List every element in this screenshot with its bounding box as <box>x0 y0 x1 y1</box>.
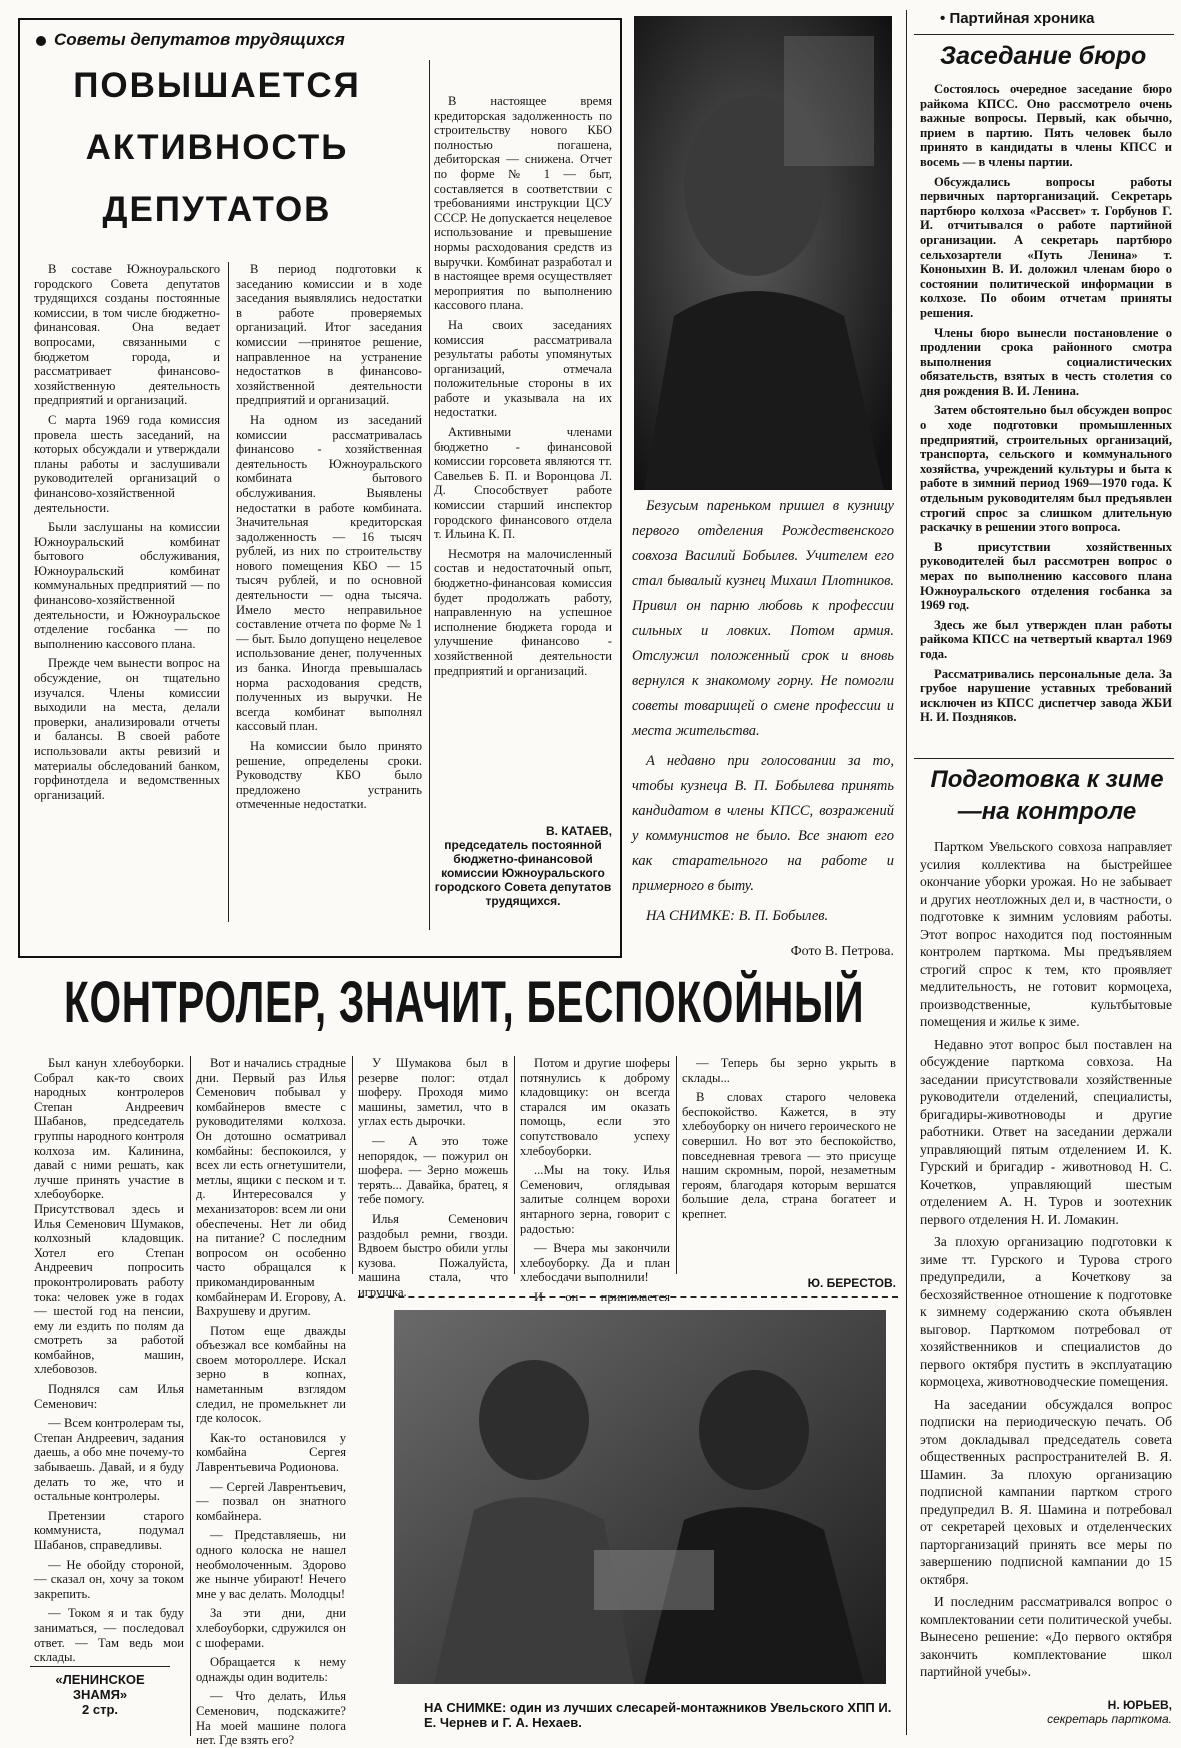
winter-signature: Н. ЮРЬЕВ, секретарь парткома. <box>1047 1698 1172 1726</box>
page-number: 2 стр. <box>82 1702 118 1717</box>
column-rule <box>429 60 430 930</box>
column-rule <box>352 1056 353 1274</box>
column-rule <box>906 10 907 1735</box>
controller-col-3: У Шумакова был в резерве полог: отдал шоферу. Проходя мимо машины, заметил, что в углах есть дырочки. — А это тоже непорядок, — пожурил он шофера. — Зерно можешь терять... Давайка, братец, я тебе помогу. Илья Семенович раздобыл ремни, гвозди. Вдвоем быстро обили углы кузова. Пожалуйста, машина стала, что игрушка. <box>358 1056 508 1299</box>
headline-line-3: ДЕПУТАТОВ <box>102 190 332 229</box>
portrait-caption: Безусым пареньком пришел в кузницу первого отделения Рождественского совхоза Василий Бобылев. Учителем его стал бывалый кузнец Михаил Плотников. Привил он парню любовь к профессии сильных и ловких. Потом армия. Отслужил положенный срок и вновь вернулся к знакомому горну. Не помогли советы товарищей о смене профессии и места жительства. А недавно при голосовании за то, чтобы кузнеца В. П. Бобылева принять кандидатом в члены КПСС, возражений у коммунистов не было. Все знают его как старательного на работе и примерного в быту. НА СНИМКЕ: В. П. Бобылев. <box>632 498 894 924</box>
controller-signature: Ю. БЕРЕСТОВ. <box>807 1276 896 1290</box>
paper-footer <box>30 1672 170 1717</box>
deputies-col-2: В период подготовки к заседанию комиссии и в ходе заседания выявлялись недостатки в работе проверяемых организаций. Итог заседания комиссии —принятое решение, направленное на устранение недостатков в финансово-хозяйственной деятельности предприятий и организаций. На одном из заседаний комиссии рассматривалась финансово - хозяйственная деятельность Южноуральского комбината бытового обслуживания. Выявлены недостатки в работе комбината. Значительная кредиторская задолженность — 16 тысяч рублей, из них по строительству нового помещения КБО — 15 тысяч рублей, и по основной деятельности — одна тысяча. Имело место неправильное составление отчета по форме № 1— быт. Было допущено нецелевое использование денег, полученных из банка. Иногда превышалась норма расходования средств, полученных из выручки. Не всегда комбинат выполнял кассовый план. На комиссии было принято решение, определены сроки. Руководству КБО было предложено устранить отмеченные недостатки. <box>236 262 422 812</box>
paper-name: «ЛЕНИНСКОЕ ЗНАМЯ» <box>55 1672 145 1702</box>
headline-line-2: АКТИВНОСТЬ <box>85 128 349 167</box>
portrait-photo <box>634 16 892 490</box>
column-rule <box>676 1056 677 1274</box>
column-rule <box>228 262 229 922</box>
rubric-party-chronicle: • Партийная хроника <box>940 10 1095 27</box>
deputies-signature: В. КАТАЕВ, председатель постоянной бюджетно-финансовой комиссии Южноуральского городского Совета депутатов трудящихся. <box>434 824 612 908</box>
bureau-headline: Заседание бюро <box>940 42 1147 70</box>
controller-col-4: Потом и другие шоферы потянулись к доброму кладовщику: он всегда старался им оказать помощь, если это сопутствовало успеху хлебоуборки. ...Мы на току. Илья Семенович, оглядывая залитые солнцем ворохи янтарного зерна, говорит с радостью: — Вчера мы закончили хлебоуборку. Да и план хлебосдачи выполнили! И он принимается <box>520 1056 670 1304</box>
deputies-col-3: В настоящее время кредиторская задолженность по строительству нового КБО полностью погашена, дебиторская — снижена. Отчет по форме № 1 — быт, составляется в соответствии с требованиями инструкции ЦСУ СССР. Не допускается нецелевое использование и превышение нормы расходования средств из выручки. Комбинат разработал и в настоящее время осуществляет мероприятия по выполнению кассового плана. На своих заседаниях комиссия рассматривала результаты работы упомянутых организаций, отмечала положительные стороны в их работе и указывала на их недостатки. Активными членами бюджетно - финансовой комиссии горсовета являются тт. Савельев Б. П. и Воронцова Л. Д. Способствует работе комиссии старший инспектор городского финансового отдела т. Ильина К. П. Несмотря на малочисленный состав и недостаточный опыт, бюджетно-финансовая комиссия будет продолжать работу, направленную на успешное исполнение бюджета города и улучшение финансово - хозяйственной деятельности предприятий и организаций. <box>434 94 612 678</box>
column-rule <box>514 1056 515 1274</box>
controller-headline: КОНТРОЛЕР, ЗНАЧИТ, БЕСПОКОЙНЫЙ <box>64 970 865 1035</box>
bullet-icon: • <box>940 10 946 27</box>
rule <box>914 758 1174 759</box>
bullet-icon <box>36 36 46 46</box>
rubric-councils: Советы депутатов трудящихся <box>36 30 345 50</box>
deputies-col-1: В составе Южноуральского городского Совета депутатов трудящихся созданы постоянные комиссии, в том числе бюджетно-финансовая. Она ведает вопросами, связанными с бюджетом города, и рассматривает финансово-хозяйственную деятельность предприятий и организаций. С марта 1969 года комиссия провела шесть заседаний, на которых обсуждали и утверждали планы работы и заслушивали руководителей организаций о финансово-хозяйственной деятельности. Были заслушаны на комиссии Южноуральский комбинат бытового обслуживания, Южноуральский комбинат коммунальных предприятий — по финансово-хозяйственной деятельности, и Южноуральское отделение госбанка — по выполнению кассового плана. Прежде чем вынести вопрос на обсуждение, он тщательно изучался. Члены комиссии выходили на места, делали проверки, анализировали отчеты и балансы. В своей работе использовали акты ревизий и материалы обследований банком, горфинотдела и ведомственных организаций. <box>34 262 220 802</box>
workers-photo <box>394 1310 886 1684</box>
bureau-text: Состоялось очередное заседание бюро райкома КПСС. Оно рассмотрело очень важные вопросы. Первый, как обычно, прием в партию. Пять человек было принято в кандидаты в члены КПСС и восемь — в члены партии. Обсуждались вопросы работы первичных парторганизаций. Секретарь партбюро колхоза «Рассвет» т. Горбунов Г. И. отчитывался о работе партийной организации. А секретарь партбюро сельхозартели «Путь Ленина» т. Кононыхин В. И. доложил членам бюро о состоянии политической информации в колхозе. По обоим отчетам приняты решения. Члены бюро вынесли постановление о продлении срока районного смотра выполнения социалистических обязательств, взятых в честь столетия со дня рождения В. И. Ленина. Затем обстоятельно был обсужден вопрос о ходе подготовки промышленных предприятий, строительных организаций, транспорта, сельского и коммунального хозяйства, учреждений культуры и быта к работе в зимний период 1969—1970 года. К отдельным руководителям был предъявлен строгий спрос за слишком длительную раскачку в решении этого вопроса. В присутствии хозяйственных руководителей был рассмотрен вопрос о мерах по выполнению кассового плана Южноуральского отделения госбанка за 1969 год. Здесь же был утвержден план работы райкома КПСС на четвертый квартал 1969 года. Рассматривались персональные дела. За грубое нарушение уставных требований исключен из КПСС диспетчер завода ЖБИ Н. И. Поздняков. <box>920 82 1172 725</box>
winter-headline: Подготовка к зиме —на контроле <box>930 766 1164 825</box>
rule <box>914 34 1174 35</box>
controller-col-1: Был канун хлебоуборки. Собрал как-то своих народных контролеров Степан Андреевич Шабанов, председатель группы народного контроля колхоза им. Калинина, давай с ними решать, как лучше принять участие в хлебоуборке. Присутствовал здесь и Илья Семенович Шумаков, колхозный кладовщик. Хотел его Степан Андреевич попросить проконтролировать работу тока: человек уже в годах — шестой год на пенсии, ему ли ездить по полям да смотреть за работой комбайнов, машин, хлебовозов. Поднялся сам Илья Семенович: — Всем контролерам ты, Степан Андреевич, задания даешь, а обо мне почему-то забываешь. Давай, и я буду делать то же, что и остальные контролеры. Претензии старого коммуниста, подумал Шабанов, справедливы. — Не обойду стороной, — сказал он, хочу за током закрепить. — Током я и так буду заниматься, — последовал ответ. — Там ведь мои склады. <box>34 1056 184 1665</box>
headline-deputies <box>52 62 382 234</box>
portrait-photo-image <box>634 16 892 490</box>
winter-text: Партком Увельского совхоза направляет усилия коллектива на быстрейшее окончание уборки урожая. Но не забывает и других неотложных дел и, в частности, о подготовке к зимним условиям работы. Этот вопрос находится под постоянным контролем парткома. Мы предъявляем строгий спрос к тем, кто проявляет медлительность, не готовит кормоцеха, производственные, культбытовые помещения и жилье к зиме. Недавно этот вопрос был поставлен на обсуждение парткома совхоза. На заседании присутствовали хозяйственные руководители отделений, специалисты, бригадиры-животноводы и другие работники. Ответ на заседании держали управляющий пятым отделением И. К. Гурский и бригадир - животновод Н. С. Кочетков, управляющий шестым отделением А. Н. Туров и зоотехник первого отделения Н. И. Ломакин. За плохую организацию подготовки к зиме тт. Гурского и Турова строго предупредили, а Кочеткову за бесхозяйственное отношение к подготовке к зимнему содержанию скота объявлен выговор. Парткомом потребовал от хозяйственников и специалистов до первого октября пустить в эксплуатацию кормоцеха, животноводческие помещения. На заседании обсуждался вопрос подписки на периодическую печать. Об этом докладывал председатель совета общественных распространителей В. Я. Шамин. За плохую организацию подписной кампании партком строго предупредил В. Я. Шамина и потребовал от секретарей цеховых и отделенческих парторганизаций принять все меры по завершению подписной кампании до 15 октября. И последним рассматривался вопрос о комплектовании сети политической учебы. Вынесено решение: «До первого октября закончить комплектование школ партийной учебы». <box>920 839 1172 1679</box>
headline-line-1: ПОВЫШАЕТСЯ <box>73 66 361 105</box>
workers-photo-caption: НА СНИМКЕ: один из лучших слесарей-монтажников Увельского ХПП И. Е. Чернев и Г. А. Нехаев. <box>424 1700 892 1730</box>
rule <box>30 1666 170 1667</box>
workers-photo-image <box>394 1310 886 1684</box>
rule <box>358 1296 898 1298</box>
photo-credit: Фото В. Петрова. <box>790 944 894 959</box>
controller-col-5: — Теперь бы зерно укрыть в склады... В словах старого человека беспокойство. Кажется, в эту хлебоуборку он ничего героического не совершил. Но вот это беспокойство, повседневная тревога — это присуще нашим скромным, порой, незаметным героям, благодаря которым вершатся большие дела, страна богатеет и крепнет. <box>682 1056 896 1221</box>
controller-col-2: Вот и начались страдные дни. Первый раз Илья Семенович побывал у комбайнеров вместе с руководителями колхоза. Он дотошно осматривал комбайны: беспокоился, у всех ли есть огнетушители, метлы, ящики с песком и т. д. Интересовался у механизаторов: всем ли они обеспечены. Нет ли обид на питание? С последним вопросом он особенно часто обращался к прикомандированным комбайнерам И. Егорову, А. Вахрушеву и другим. Потом еще дважды объезжал все комбайны на своем мотороллере. Искал зерно в копнах, наметанным взглядом следил, не промелькнет ли где колосок. Как-то остановился у комбайна Сергея Лаврентьевича Родионова. — Сергей Лаврентьевич, — позвал он знатного комбайнера. — Представляешь, ни одного колоска не нашел необмолоченным. Здорово же нынче убирают! Нечего мне у вас делать. Молодцы! За эти дни, дни хлебоуборки, сдружился он с шоферами. Обращается к нему однажды один водитель: — Что делать, Илья Семенович, подскажите? На моей машине полога нет. Где взять его? <box>196 1056 346 1748</box>
column-rule <box>190 1056 191 1736</box>
